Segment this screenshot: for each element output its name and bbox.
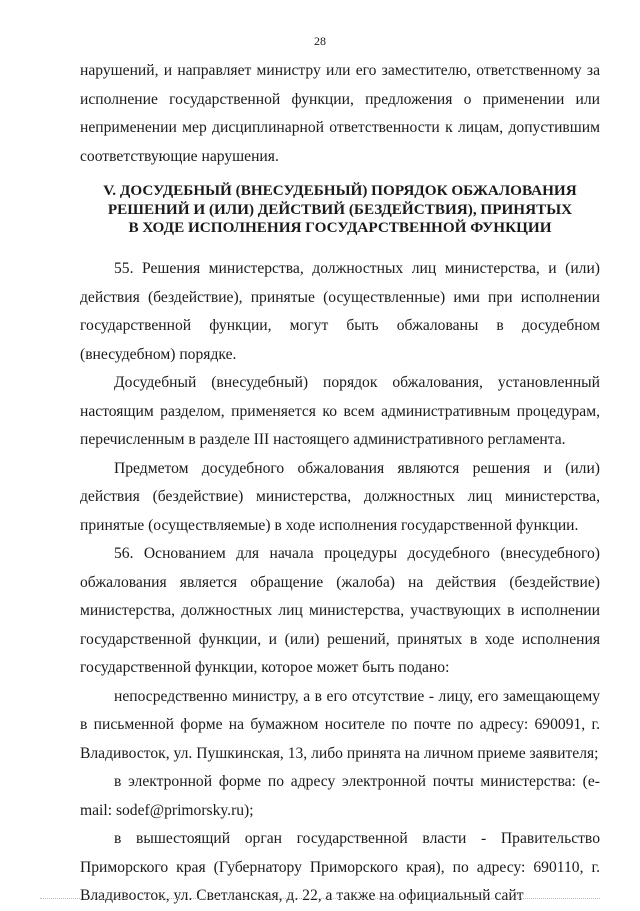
scan-edge-line (40, 898, 600, 900)
paragraph-procedure-scope: Досудебный (внесудебный) порядок обжалования, установленный настоящим разделом, применяется ко всем административным процедурам, перечисленным в разделе III настоящего административного регламента. (80, 374, 600, 448)
section-heading-line-2: РЕШЕНИЙ И (ИЛИ) ДЕЙСТВИЙ (БЕЗДЕЙСТВИЯ), ПРИНЯТЫХ (107, 200, 573, 218)
section-body (80, 255, 600, 911)
paragraph-direct-to-minister: непосредственно министру, а в его отсутствие - лицу, его замещающему в письменной форме на бумажном носителе по почте по адресу: 690091, г. Владивосток, ул. Пушкинская, 13, либо принята на личном приеме заявителя; (80, 687, 600, 762)
intro-paragraph: нарушений, и направляет министру или его заместителю, ответственному за исполнение государственной функции, предложения о применении или неприменении мер дисциплинарной ответственности к лицам, допустившим соответствующие нарушения. (80, 62, 600, 165)
section-heading-line-3: В ХОДЕ ИСПОЛНЕНИЯ ГОСУДАРСТВЕННОЙ ФУНКЦИИ (128, 219, 552, 236)
page-number: 28 (314, 34, 326, 48)
paragraph-55: 55. Решения министерства, должностных лиц министерства, и (или) действия (бездействие), принятые (осуществленные) ими при исполнении государственной функции, могут быть обжалованы в досудебном (внесудебном) порядке. (80, 260, 600, 363)
paragraph-56: 56. Основанием для начала процедуры досудебного (внесудебного) обжалования является обращение (жалоба) на действия (бездействие) министерства, должностных лиц министерства, участвующих в исполнении государственной функции, и (или) решений, принятых в ходе исполнения государственной функции, которое может быть подано: (80, 545, 600, 676)
section-heading-line-1: V. ДОСУДЕБНЫЙ (ВНЕСУДЕБНЫЙ) ПОРЯДОК ОБЖАЛОВАНИЯ (103, 182, 577, 199)
paragraph-subject: Предметом досудебного обжалования являются решения и (или) действия (бездействие) министерства, должностных лиц министерства, принятые (осуществляемые) в ходе исполнения государственной функции. (80, 459, 600, 534)
paragraph-higher-authority: в вышестоящий орган государственной власти - Правительство Приморского края (Губернатору Приморского края), по адресу: 690110, г. Владивосток, ул. Светланская, д. 22, а также на официальный сайт (80, 830, 600, 904)
section-heading (80, 182, 600, 238)
paragraph-electronic-form: в электронной форме по адресу электронной почты министерства: (e-mail: sodef@primorsky.ru); (80, 773, 600, 819)
